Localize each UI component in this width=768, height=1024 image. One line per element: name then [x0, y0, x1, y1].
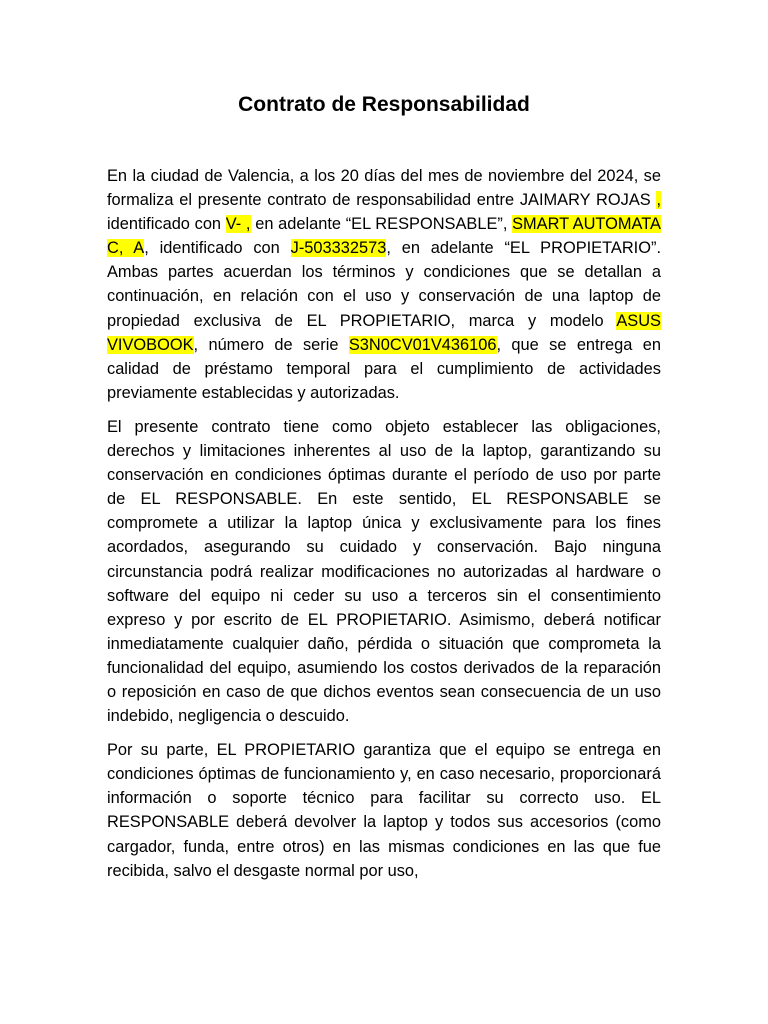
document-body: [107, 164, 661, 893]
highlight-laptop-model: ASUS VIVOBOOK: [107, 311, 661, 354]
paragraph-1: [107, 164, 661, 405]
highlight-responsable-id: V- ,: [225, 215, 251, 234]
highlight-serial-number: S3N0CV01V436106: [348, 335, 497, 354]
highlight-company-rif: J-503332573: [290, 239, 387, 258]
p1-text-6: , número de serie: [193, 335, 349, 354]
highlight-company-name: SMART AUTOMATA C, A: [107, 215, 661, 258]
document-title: Contrato de Responsabilidad: [238, 93, 530, 116]
p1-text-1: En la ciudad de Valencia, a los 20 días del mes de noviembre del 2024, se formaliza el presente contrato de responsabilidad entre JAIMARY ROJAS: [107, 167, 661, 210]
p1-text-5: , en adelante “EL PROPIETARIO”. Ambas partes acuerdan los términos y condiciones que se detallan a continuación, en relación con el uso y conservación de una laptop de propiedad exclusiva de EL PROPIETARIO, marca y modelo: [107, 239, 661, 330]
p1-text-7: , que se entrega en calidad de préstamo temporal para el cumplimiento de actividades previamente establecidas y autorizadas.: [107, 335, 661, 402]
p1-text-3: en adelante “EL RESPONSABLE”,: [250, 215, 513, 234]
p1-text-4: , identificado con: [144, 239, 291, 258]
paragraph-2: El presente contrato tiene como objeto establecer las obligaciones, derechos y limitaciones inherentes al uso de la laptop, garantizando su conservación en condiciones óptimas durante el período de uso por parte de EL RESPONSABLE. En este sentido, EL RESPONSABLE se compromete a utilizar la laptop única y exclusivamente para los fines acordados, asegurando su cuidado y conservación. Bajo ninguna circunstancia podrá realizar modificaciones no autorizadas al hardware o software del equipo ni ceder su uso a terceros sin el consentimiento expreso y por escrito de EL PROPIETARIO. Asimismo, deberá notificar inmediatamente cualquier daño, pérdida o situación que comprometa la funcionalidad del equipo, asumiendo los costos derivados de la reparación o reposición en caso de que dichos eventos sean consecuencia de un uso indebido, negligencia o descuido.: [107, 417, 661, 726]
highlight-comma: ,: [656, 191, 661, 210]
p1-text-2: identificado con: [107, 215, 226, 234]
paragraph-3: Por su parte, EL PROPIETARIO garantiza que el equipo se entrega en condiciones óptimas de funcionamiento y, en caso necesario, proporcionará información o soporte técnico para facilitar su correcto uso. EL RESPONSABLE deberá devolver la laptop y todos sus accesorios (como cargador, funda, entre otros) en las mismas condiciones en las que fue recibida, salvo el desgaste normal por uso,: [107, 741, 661, 880]
